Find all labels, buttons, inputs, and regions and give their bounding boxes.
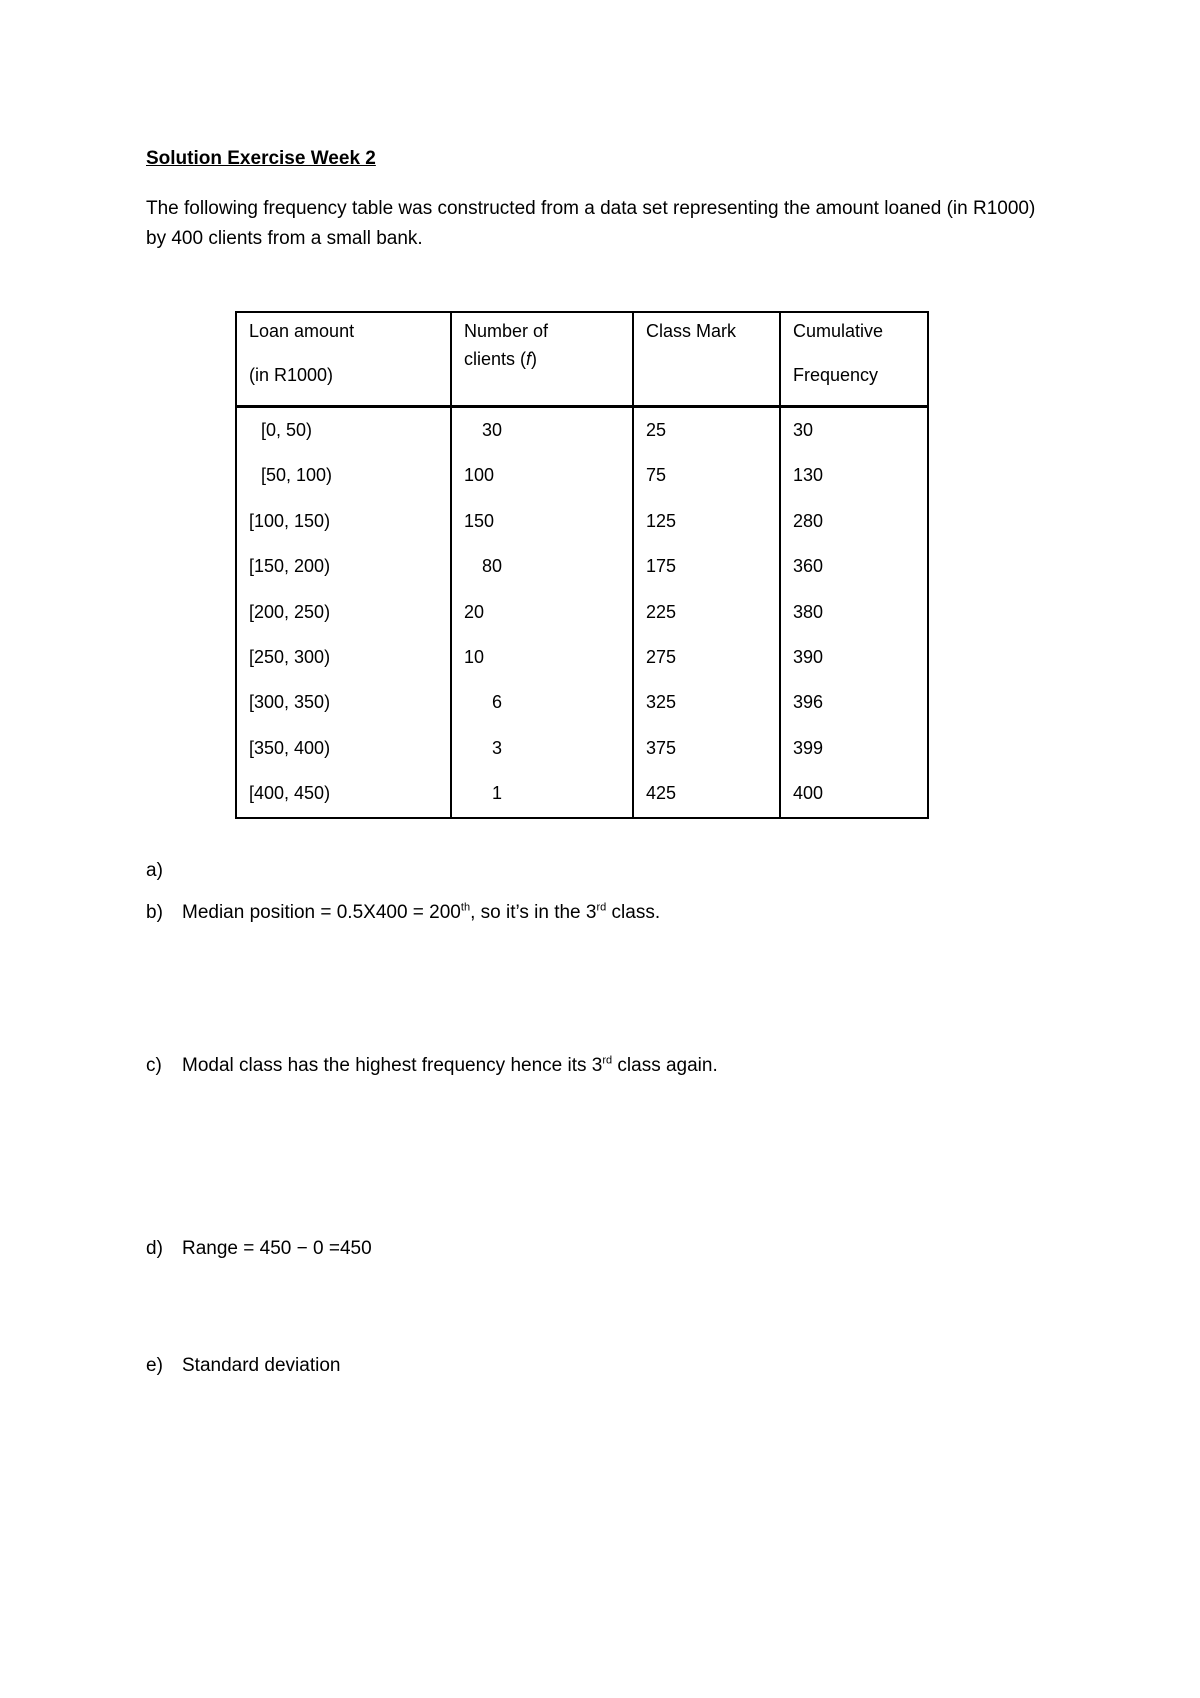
cell-cumulative-frequency: 396	[780, 680, 928, 725]
intro-paragraph: The following frequency table was constructed from a data set representing the amount loaned (in R1000) by 400 clients from a small bank.	[146, 198, 1036, 249]
answer-d	[146, 1238, 372, 1260]
cell-number-of-clients: 100	[451, 453, 633, 498]
header-clients-variable: f	[526, 349, 532, 369]
cell-cumulative-frequency: 399	[780, 726, 928, 771]
cell-loan-interval: [350, 400)	[236, 726, 451, 771]
answer-b-label: b)	[146, 902, 163, 923]
cell-class-mark: 425	[633, 771, 780, 817]
header-cum-line1: Cumulative	[793, 321, 884, 341]
cell-loan-interval: [150, 200)	[236, 544, 451, 589]
cell-number-of-clients: 10	[451, 635, 633, 680]
answer-b-sup2: rd	[596, 901, 607, 914]
header-loan-line1: Loan amount	[249, 321, 355, 341]
answer-d-label: d)	[146, 1238, 163, 1259]
header-clients-line2: clients (	[464, 349, 527, 369]
cell-cumulative-frequency: 390	[780, 635, 928, 680]
answer-b-text1: Median position = 0.5X400 = 200	[182, 902, 461, 923]
table-row	[236, 680, 928, 725]
cell-number-of-clients: 6	[451, 680, 633, 725]
header-class-mark-label: Class Mark	[646, 321, 737, 341]
header-class-mark	[633, 312, 780, 407]
cell-loan-interval: [0, 50)	[236, 407, 451, 454]
header-loan-amount	[236, 312, 451, 407]
cell-class-mark: 75	[633, 453, 780, 498]
header-cum-line2: Frequency	[793, 365, 879, 385]
table-row	[236, 635, 928, 680]
table-row	[236, 771, 928, 817]
cell-cumulative-frequency: 360	[780, 544, 928, 589]
cell-number-of-clients: 20	[451, 590, 633, 635]
cell-cumulative-frequency: 400	[780, 771, 928, 817]
cell-number-of-clients: 80	[451, 544, 633, 589]
header-number-of-clients	[451, 312, 633, 407]
frequency-table	[235, 311, 929, 819]
cell-cumulative-frequency: 380	[780, 590, 928, 635]
answer-d-text: Range = 450 − 0 =450	[182, 1238, 372, 1259]
cell-class-mark: 375	[633, 726, 780, 771]
cell-number-of-clients: 30	[451, 407, 633, 454]
table-header-row	[236, 312, 928, 407]
table-row	[236, 590, 928, 635]
answer-b-text3: class.	[606, 902, 661, 923]
cell-class-mark: 325	[633, 680, 780, 725]
cell-loan-interval: [250, 300)	[236, 635, 451, 680]
answer-c-text1: Modal class has the highest frequency hence its 3	[182, 1055, 603, 1076]
answer-a	[146, 860, 182, 882]
answer-c	[146, 1055, 718, 1077]
answer-b-text2: , so it’s in the 3	[470, 902, 597, 923]
answer-b	[146, 902, 660, 924]
header-cumulative-frequency	[780, 312, 928, 407]
cell-loan-interval: [200, 250)	[236, 590, 451, 635]
cell-class-mark: 225	[633, 590, 780, 635]
cell-loan-interval: [100, 150)	[236, 499, 451, 544]
answer-c-label: c)	[146, 1055, 162, 1076]
header-clients-close: )	[531, 349, 538, 369]
table-row	[236, 453, 928, 498]
answer-a-label: a)	[146, 860, 163, 881]
answer-b-sup1: th	[460, 901, 471, 914]
cell-number-of-clients: 150	[451, 499, 633, 544]
cell-class-mark: 25	[633, 407, 780, 454]
table-row	[236, 544, 928, 589]
cell-number-of-clients: 1	[451, 771, 633, 817]
table-row	[236, 499, 928, 544]
answer-c-sup1: rd	[602, 1054, 613, 1067]
cell-class-mark: 175	[633, 544, 780, 589]
header-clients-line1: Number of	[464, 321, 549, 341]
cell-loan-interval: [400, 450)	[236, 771, 451, 817]
answer-e	[146, 1355, 340, 1377]
cell-loan-interval: [300, 350)	[236, 680, 451, 725]
answer-c-text2: class again.	[612, 1055, 718, 1076]
cell-cumulative-frequency: 130	[780, 453, 928, 498]
cell-loan-interval: [50, 100)	[236, 453, 451, 498]
cell-cumulative-frequency: 280	[780, 499, 928, 544]
cell-class-mark: 275	[633, 635, 780, 680]
table-body	[236, 407, 928, 818]
answer-e-label: e)	[146, 1355, 163, 1376]
table-row	[236, 726, 928, 771]
cell-cumulative-frequency: 30	[780, 407, 928, 454]
page-title: Solution Exercise Week 2	[146, 148, 376, 169]
cell-number-of-clients: 3	[451, 726, 633, 771]
header-loan-line2: (in R1000)	[249, 365, 334, 385]
table-row	[236, 407, 928, 454]
answer-e-text: Standard deviation	[182, 1355, 341, 1376]
cell-class-mark: 125	[633, 499, 780, 544]
